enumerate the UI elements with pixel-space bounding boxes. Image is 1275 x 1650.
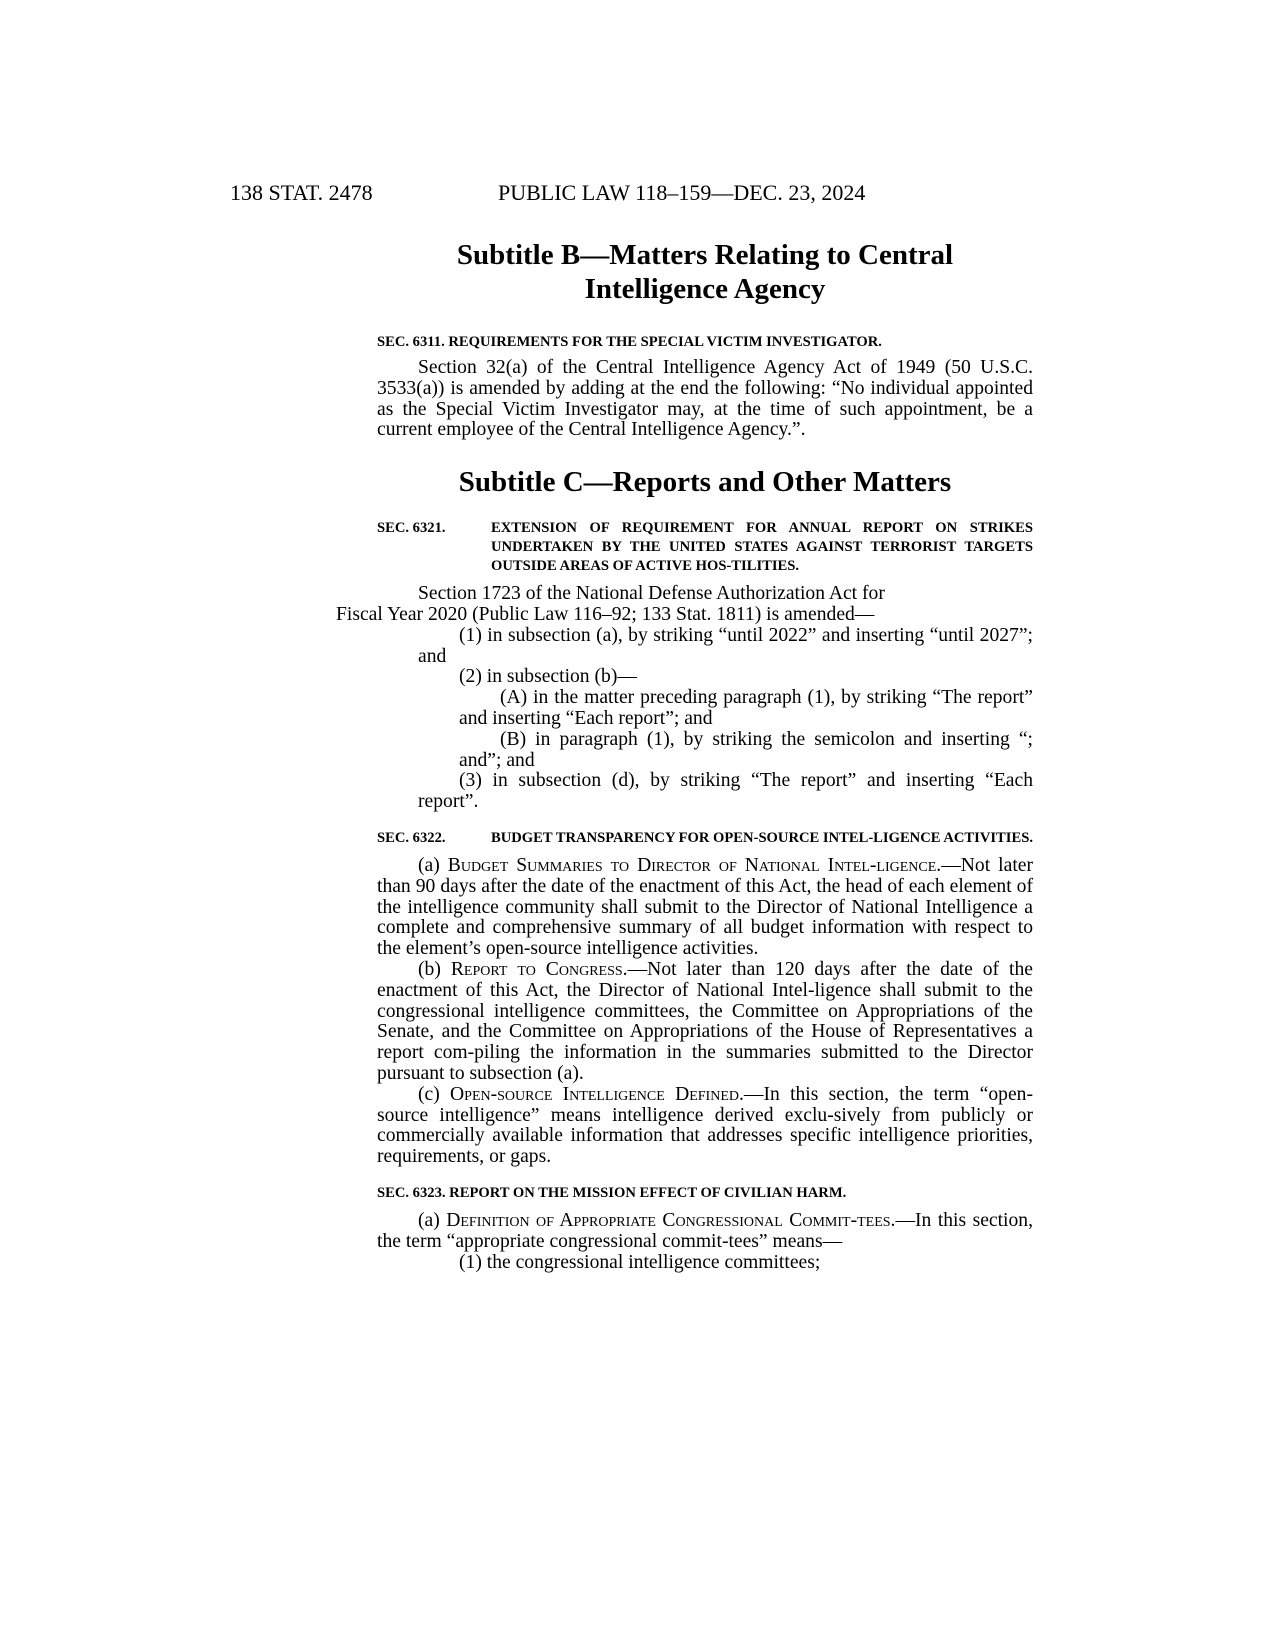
sec-6322-b-label: (b) [418, 958, 441, 980]
document-body [336, 238, 1033, 1273]
subtitle-b-heading [377, 238, 1033, 306]
sec-6322-subsection-a [377, 856, 1033, 960]
sec-6322-number: SEC. 6322. [377, 829, 446, 846]
sec-6321-intro-line1: Section 1723 of the National Defense Authorization Act for [418, 583, 885, 605]
sec-6321-item-3: (3) in subsection (d), by striking “The report” and inserting “Each report”. [418, 770, 1033, 813]
sec-6321-item-2: (2) in subsection (b)— [459, 666, 637, 688]
sec-6321-heading [377, 519, 1033, 576]
subtitle-b-line1: Subtitle B—Matters Relating to Central [456, 239, 954, 271]
subtitle-c-heading: Subtitle C—Reports and Other Matters [458, 466, 952, 499]
statute-page-number: 138 STAT. 2478 [230, 180, 373, 205]
sec-6323-item-1: (1) the congressional intelligence committees; [459, 1251, 821, 1273]
sec-6321-intro-line2: Fiscal Year 2020 (Public Law 116–92; 133 Stat. 1811) is amended— [336, 603, 875, 625]
sec-6322-heading [377, 829, 1033, 848]
sec-6323-a-heading: Definition of Appropriate Congressional Commit-tees. [446, 1209, 896, 1231]
sec-6321-number: SEC. 6321. [377, 520, 446, 537]
sec-6322-title: BUDGET TRANSPARENCY FOR OPEN-SOURCE INTEL-LIGENCE ACTIVITIES. [491, 829, 1033, 846]
sec-6311-text: Section 32(a) of the Central Intelligence Agency Act of 1949 (50 U.S.C. 3533(a)) is amended by adding at the end the following: “No individual appointed as the Special Victim Investigator may, at the time of such appointment, be a current employee of the Central Intelligence Agency.”. [377, 357, 1033, 441]
subtitle-b-line2: Intelligence Agency [584, 273, 826, 305]
sec-6323-a-label: (a) [418, 1209, 440, 1231]
sec-6323-a-text: —In this section, the term “appropriate congressional commit-tees” means— [377, 1209, 1033, 1252]
sec-6322-a-heading: Budget Summaries to Director of National Intel-ligence. [447, 854, 942, 876]
sec-6311-heading: SEC. 6311. REQUIREMENTS FOR THE SPECIAL VICTIM INVESTIGATOR. [377, 334, 882, 350]
sec-6321-intro [336, 583, 1033, 626]
sec-6321-item-2a: (A) in the matter preceding paragraph (1), by striking “The report” and inserting “Each report”; and [459, 687, 1033, 729]
public-law-citation: PUBLIC LAW 118–159—DEC. 23, 2024 [498, 180, 866, 205]
sec-6322-a-text: —Not later than 90 days after the date of the enactment of this Act, the head of each element of the intelligence community shall submit to the Director of National Intelligence a complete and comprehensive summary of all budget information with respect to the element’s open-source intelligence activities. [377, 854, 1033, 960]
sec-6322-c-label: (c) [418, 1083, 440, 1105]
sec-6322-c-text: —In this section, the term “open-source intelligence” means intelligence derived exclu-sively from publicly or commercially available information that addresses specific intelligence priorities, requirements, or gaps. [377, 1083, 1033, 1168]
sec-6322-subsection-b [377, 960, 1033, 1085]
sec-6321-item-2b: (B) in paragraph (1), by striking the semicolon and inserting “; and”; and [459, 728, 1033, 771]
sec-6322-c-heading: Open-source Intelligence Defined. [450, 1083, 744, 1105]
sec-6322-a-label: (a) [418, 854, 440, 876]
sec-6321-title: EXTENSION OF REQUIREMENT FOR ANNUAL REPORT ON STRIKES UNDERTAKEN BY THE UNITED STATES AGAINST TERRORIST TARGETS OUTSIDE AREAS OF ACTIVE HOS-TILITIES. [491, 520, 1033, 575]
sec-6323-heading: SEC. 6323. REPORT ON THE MISSION EFFECT OF CIVILIAN HARM. [377, 1184, 847, 1201]
sec-6322-b-text: —Not later than 120 days after the date of the enactment of this Act, the Director of National Intel-ligence shall submit to the congressional intelligence committees, the Committee on Appropriations of the Senate, and the Committee on Appropriations of the House of Representatives a report com-piling the information in the summaries submitted to the Director pursuant to subsection (a). [377, 958, 1033, 1084]
sec-6321-item-1: (1) in subsection (a), by striking “until 2022” and inserting “until 2027”; and [418, 624, 1033, 667]
sec-6323-subsection-a [377, 1211, 1033, 1253]
sec-6322-subsection-c [377, 1085, 1033, 1168]
sec-6322-b-heading: Report to Congress. [450, 958, 628, 980]
